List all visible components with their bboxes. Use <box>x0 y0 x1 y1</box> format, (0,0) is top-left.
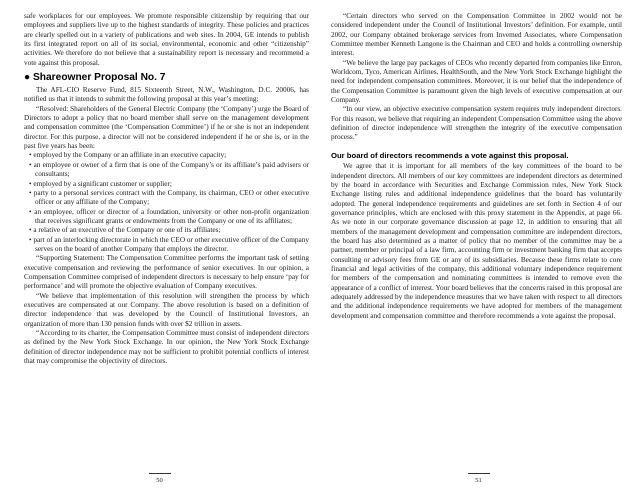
bullet-dot-icon: ● <box>24 72 31 84</box>
criteria-item: • part of an interlocking directorate in which the CEO or other executive officer of the Company serves on the board of another Company that employs the director. <box>29 235 309 253</box>
proposal-intro: The AFL-CIO Reserve Fund, 815 Sixteenth Street, N.W., Washington, D.C. 20006, has notified us that it intends to submit the following proposal at this year’s meeting: <box>24 86 309 104</box>
right-page <box>319 0 638 493</box>
left-column <box>24 12 309 457</box>
page-number: 50 <box>156 477 163 484</box>
criteria-item: • employed by the Company or an affiliate in an executive capacity; <box>29 151 227 160</box>
intro-paragraph: safe workplaces for our employees. We promote responsible citizenship by requiring that our employees and suppliers live up to the highest standards of integrity. These policies and practices are clearly spelled out in a variety of publications and web sites. In 2004, GE intends to publish its first integrated report on all of its social, environmental, economic and other “citizenship” activities. We therefore do not believe that a sustainability report is necessary and recommend a vote against this proposal. <box>24 12 309 67</box>
support-paragraph: “According to its charter, the Compensation Committee must consist of independent directors as defined by the New York Stock Exchange. In our opinion, the New York Stock Exchange definition of director independence may not be sufficient to prohibit potential conflicts of interest that may compromise the objectivity of directors. <box>24 329 309 366</box>
right-column <box>331 12 622 457</box>
proposal-title-text: Shareowner Proposal No. 7 <box>33 72 166 84</box>
criteria-item: • employed by a significant customer or supplier; <box>29 179 172 188</box>
footer-rule <box>468 473 490 474</box>
criteria-item: • a relative of an executive of the Company or one of its affiliates; <box>29 226 221 235</box>
proposal-title <box>24 72 309 84</box>
argument-paragraph: “In our view, an objective executive compensation system requires truly independent directors. For this reason, we believe that requiring an independent Compensation Committee using the above definition of director independence will strengthen the integrity of the executive compensation process.” <box>331 105 622 142</box>
criteria-item: • an employee, officer or director of a foundation, university or other non-profit organization that receives significant grants or endowments from the Company or one of its affiliates; <box>29 207 309 225</box>
argument-paragraph: “Certain directors who served on the Compensation Committee in 2002 would not be considered independent under the Council of Institutional Investors’ definition. For example, until 2002, our Company obtained brokerage services from Invemed Associates, where Compensation Committee member Kenneth Langone is the Chairman and CEO and holds a controlling ownership interest. <box>331 12 622 58</box>
supporting-statement: “Supporting Statement: The Compensation Committee performs the important task of setting executive compensation and reviewing the performance of senior executives. In our opinion, a Compensation Committee comprised of independent directors is necessary to help ensure ‘pay for performance’ and will promote the objective evaluation of Company executives. <box>24 254 309 291</box>
footer-rule <box>149 473 171 474</box>
left-page-footer <box>0 473 319 485</box>
page-number: 51 <box>475 477 482 484</box>
resolved-paragraph: “Resolved: Shareholders of the General Electric Company (the ‘Company’) urge the Board of Directors to adopt a policy that no board member shall serve on the management development and compensation committee (the ‘Compensation Committee’) if he or she is not an independent director. For this purpose, a director will not be considered independent if he or she is, or in the past five years has been: <box>24 104 309 151</box>
argument-paragraph: “We believe the large pay packages of CEOs who recently departed from companies like Enron, Worldcom, Tyco, American Airlines, HealthSouth, and the New York Stock Exchange highlight the need for independent compensation committees. Moreover, it is our belief that the independence of the Compensation Committee is paramount given the high levels of executive compensation at our Company. <box>331 58 622 105</box>
criteria-item: • party to a personal services contract with the Company, its chairman, CEO or other executive officer or any affiliate of the Company; <box>29 188 309 207</box>
board-recommendation-paragraph: We agree that it is important for all members of the key committees of the board to be independent directors. All members of our key committees are independent directors as determined by the board in accordance with Securities and Exchange Commission rules, New York Stock Exchange listing rules and additional independence guidelines that the board has voluntarily adopted. The general independence requirements and guidelines are set forth in Section 4 of our governance principles, which are enclosed with this proxy statement in the Appendix, at page 66. As we note in our corporate governance discussion at page 12, in addition to ensuring that all members of the management development and compensation committee are independent directors, the board has also determined as a matter of policy that no member of the committee may be a partner, member or principal of a law firm, accounting firm or investment banking firm that accepts consulting or advisory fees from GE or any of its subsidiaries. Because these firms relate to core financial and legal activities of the company, this additional voluntary independence requirement for members of the compensation and nominating committees is intended to remove even the appearance of a conflict of interest. Your board believes that the concerns raised in this proposal are adequately addressed by the independence measures that we have taken with respect to all directors and the additional independence requirements we have adopted for members of the management development and compensation committee and therefore recommends a vote against the proposal. <box>331 162 622 320</box>
support-paragraph: “We believe that implementation of this resolution will strengthen the process by which executives are compensated at our Company. The above resolution is based on a definition of director independence that was developed by the Council of Institutional Investors, an organization of more than 130 pension funds with over $2 trillion in assets. <box>24 291 309 328</box>
board-recommendation-heading: Our board of directors recommends a vote against this proposal. <box>331 150 569 160</box>
right-page-footer <box>319 473 638 485</box>
criteria-item: • an employee or owner of a firm that is one of the Company’s or its affiliate’s paid advisers or consultants; <box>29 160 309 179</box>
